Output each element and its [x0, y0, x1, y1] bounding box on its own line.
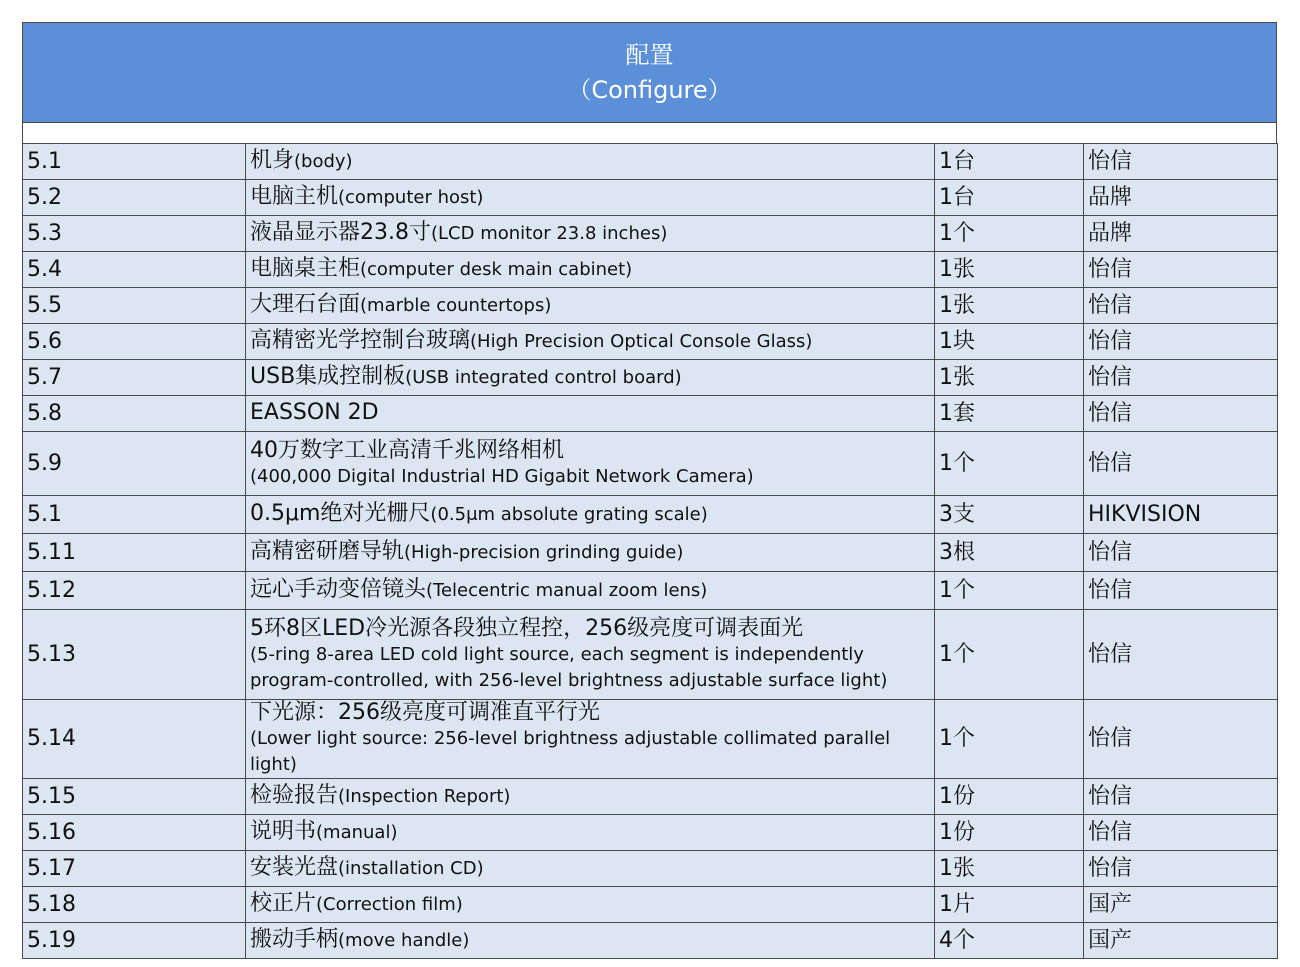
item-name-en: (Inspection Report): [338, 786, 511, 807]
item-number: 5.11: [23, 534, 246, 572]
item-number: 5.12: [23, 572, 246, 610]
item-quantity: 1个: [935, 432, 1084, 496]
item-number: 5.15: [23, 779, 246, 815]
item-name-zh: 电脑桌主柜: [250, 256, 361, 281]
item-brand: 国产: [1084, 923, 1278, 959]
item-quantity: 1张: [935, 851, 1084, 887]
item-number: 5.1: [23, 144, 246, 180]
table-row: [23, 700, 1278, 779]
item-name-en: (High-precision grinding guide): [404, 542, 684, 563]
item-name-zh: 5环8区LED冷光源各段独立程控，256级亮度可调表面光: [250, 615, 804, 641]
item-description: [246, 432, 935, 496]
table-row: [23, 851, 1278, 887]
item-name-zh: 高精密光学控制台玻璃: [250, 328, 471, 353]
item-quantity: 1台: [935, 144, 1084, 180]
item-quantity: 1个: [935, 610, 1084, 700]
item-description: [246, 534, 935, 572]
item-quantity: 1份: [935, 779, 1084, 815]
item-number: 5.13: [23, 610, 246, 700]
item-quantity: 1台: [935, 180, 1084, 216]
item-description: [246, 324, 935, 360]
header-title-zh: 配置: [625, 40, 674, 69]
item-brand: 怡信: [1084, 324, 1278, 360]
item-quantity: 1个: [935, 700, 1084, 779]
table-row: [23, 288, 1278, 324]
item-name-en: (move handle): [338, 930, 470, 951]
table-row: [23, 923, 1278, 959]
table-row: [23, 496, 1278, 534]
item-brand: 怡信: [1084, 700, 1278, 779]
item-name-en: (400,000 Digital Industrial HD Gigabit Network Camera): [250, 465, 754, 487]
item-description: [246, 779, 935, 815]
table-row: [23, 815, 1278, 851]
item-number: 5.16: [23, 815, 246, 851]
item-name-zh: USB集成控制板: [250, 364, 406, 389]
config-table-frame: [22, 22, 1277, 959]
item-brand: 怡信: [1084, 432, 1278, 496]
item-brand: 怡信: [1084, 252, 1278, 288]
item-description: [246, 216, 935, 252]
item-number: 5.4: [23, 252, 246, 288]
item-name-en: (Lower light source: 256-level brightness adjustable collimated parallel light): [250, 728, 891, 775]
item-brand: 怡信: [1084, 851, 1278, 887]
item-name-zh: 检验报告: [250, 783, 339, 808]
item-description: [246, 572, 935, 610]
table-row: [23, 779, 1278, 815]
item-quantity: 3根: [935, 534, 1084, 572]
table-row: [23, 610, 1278, 700]
header-title-en: （Configure）: [567, 75, 732, 104]
item-brand: 怡信: [1084, 396, 1278, 432]
item-number: 5.14: [23, 700, 246, 779]
item-description: [246, 923, 935, 959]
item-name-en: (marble countertops): [360, 295, 552, 316]
item-description: [246, 887, 935, 923]
table-row: [23, 252, 1278, 288]
item-number: 5.5: [23, 288, 246, 324]
item-name-zh: 40万数字工业高清千兆网络相机: [250, 437, 564, 463]
item-name-zh: 液晶显示器23.8寸: [250, 220, 431, 245]
item-name-zh: 下光源：256级亮度可调准直平行光: [250, 700, 600, 725]
item-name-en: (LCD monitor 23.8 inches): [431, 223, 668, 244]
item-brand: 怡信: [1084, 572, 1278, 610]
table-row: [23, 324, 1278, 360]
item-description: [246, 252, 935, 288]
item-name-en: (Telecentric manual zoom lens): [426, 580, 708, 601]
item-brand: 国产: [1084, 887, 1278, 923]
table-row: [23, 432, 1278, 496]
table-row: [23, 396, 1278, 432]
item-name-en: (Correction film): [316, 894, 463, 915]
item-number: 5.9: [23, 432, 246, 496]
item-quantity: 3支: [935, 496, 1084, 534]
table-row: [23, 534, 1278, 572]
item-name-zh: EASSON 2D: [250, 400, 379, 425]
item-name-en: (High Precision Optical Console Glass): [470, 331, 813, 352]
item-brand: 品牌: [1084, 216, 1278, 252]
item-name-zh: 远心手动变倍镜头: [250, 577, 427, 602]
item-description: [246, 851, 935, 887]
item-name-zh: 大理石台面: [250, 292, 361, 317]
item-brand: 怡信: [1084, 534, 1278, 572]
table-row: [23, 360, 1278, 396]
item-name-zh: 说明书: [250, 819, 317, 844]
item-description: [246, 815, 935, 851]
item-number: 5.1: [23, 496, 246, 534]
item-brand: 怡信: [1084, 779, 1278, 815]
item-quantity: 1片: [935, 887, 1084, 923]
item-number: 5.19: [23, 923, 246, 959]
item-number: 5.6: [23, 324, 246, 360]
item-name-en: (body): [294, 151, 353, 172]
item-number: 5.2: [23, 180, 246, 216]
item-name-en: (5-ring 8-area LED cold light source, each segment is independently program-controlled, with 256-level brightness adjustable surface light): [250, 643, 888, 691]
item-name-zh: 电脑主机: [250, 184, 339, 209]
item-brand: 怡信: [1084, 288, 1278, 324]
item-quantity: 1份: [935, 815, 1084, 851]
item-name-en: (USB integrated control board): [405, 367, 682, 388]
table-header: [22, 22, 1277, 123]
header-spacer: [22, 123, 1277, 143]
item-name-en: (computer desk main cabinet): [360, 259, 633, 280]
table-row: [23, 572, 1278, 610]
item-name-en: (installation CD): [338, 858, 484, 879]
item-number: 5.8: [23, 396, 246, 432]
item-name-zh: 搬动手柄: [250, 927, 339, 952]
item-name-zh: 高精密研磨导轨: [250, 539, 405, 564]
item-description: [246, 700, 935, 779]
item-brand: 怡信: [1084, 815, 1278, 851]
config-table: [22, 143, 1278, 959]
item-description: [246, 496, 935, 534]
item-number: 5.18: [23, 887, 246, 923]
item-brand: 怡信: [1084, 610, 1278, 700]
item-quantity: 4个: [935, 923, 1084, 959]
item-brand: 怡信: [1084, 144, 1278, 180]
item-brand: 怡信: [1084, 360, 1278, 396]
table-row: [23, 887, 1278, 923]
item-brand: 品牌: [1084, 180, 1278, 216]
item-number: 5.7: [23, 360, 246, 396]
item-name-zh: 校正片: [250, 891, 317, 916]
table-row: [23, 216, 1278, 252]
item-description: [246, 360, 935, 396]
item-description: [246, 144, 935, 180]
item-number: 5.3: [23, 216, 246, 252]
item-description: [246, 396, 935, 432]
item-name-en: (computer host): [338, 187, 484, 208]
item-quantity: 1块: [935, 324, 1084, 360]
item-quantity: 1套: [935, 396, 1084, 432]
table-row: [23, 144, 1278, 180]
item-quantity: 1张: [935, 360, 1084, 396]
item-name-en: (0.5μm absolute grating scale): [430, 504, 708, 525]
item-brand: HIKVISION: [1084, 496, 1278, 534]
item-name-zh: 安装光盘: [250, 855, 339, 880]
item-quantity: 1张: [935, 252, 1084, 288]
item-quantity: 1个: [935, 572, 1084, 610]
item-description: [246, 180, 935, 216]
item-name-zh: 0.5μm绝对光栅尺: [250, 501, 431, 526]
item-quantity: 1个: [935, 216, 1084, 252]
item-number: 5.17: [23, 851, 246, 887]
item-description: [246, 610, 935, 700]
item-name-en: (manual): [316, 822, 398, 843]
item-quantity: 1张: [935, 288, 1084, 324]
item-description: [246, 288, 935, 324]
item-name-zh: 机身: [250, 148, 295, 173]
table-row: [23, 180, 1278, 216]
